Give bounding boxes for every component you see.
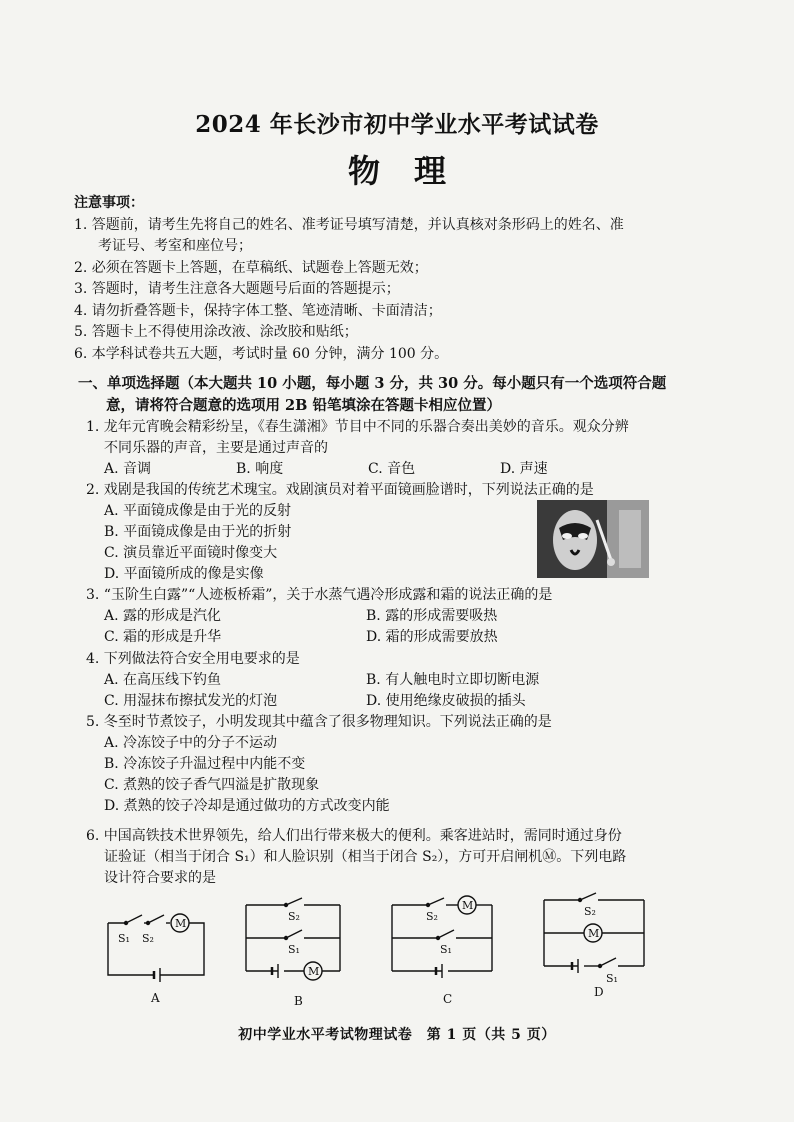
question-stem: 2. 戏剧是我国的传统艺术瑰宝。戏剧演员对着平面镜画脸谱时，下列说法正确的是 xyxy=(86,482,594,498)
question-stem: 不同乐器的声音，主要是通过声音的 xyxy=(104,440,328,456)
circuit-a xyxy=(108,914,204,1005)
notice-item: 3. 答题时，请考生注意各大题题号后面的答题提示； xyxy=(74,281,400,297)
question-stem: 5. 冬至时节煮饺子，小明发现其中蕴含了很多物理知识。下列说法正确的是 xyxy=(86,714,552,730)
motor-label: M xyxy=(462,899,474,912)
opera-face-photo xyxy=(537,500,649,578)
option-d: D. 煮熟的饺子冷却是通过做功的方式改变内能 xyxy=(104,798,390,814)
option-b: B. 有人触电时立即切断电源 xyxy=(366,672,540,688)
option-b: B. 响度 xyxy=(236,461,284,477)
circuit-label-d: D xyxy=(594,985,604,999)
question-6 xyxy=(86,826,686,889)
option-d: D. 平面镜所成的像是实像 xyxy=(104,566,264,582)
option-b: B. 露的形成需要吸热 xyxy=(366,608,498,624)
question-1 xyxy=(86,417,686,480)
motor-label: M xyxy=(308,965,320,978)
option-b: B. 平面镜成像是由于光的折射 xyxy=(104,524,292,540)
switch-label-s1: S₁ xyxy=(440,943,452,956)
circuit-options xyxy=(98,890,658,1020)
option-a: A. 音调 xyxy=(104,461,152,477)
option-d: D. 声速 xyxy=(500,461,548,477)
circuit-label-b: B xyxy=(294,994,303,1008)
switch-label-s1: S₁ xyxy=(118,932,130,945)
notice-item: 4. 请勿折叠答题卡，保持字体工整、笔迹清晰、卡面清洁； xyxy=(74,302,442,319)
option-a: A. 在高压线下钓鱼 xyxy=(104,672,222,688)
circuit-label-a: A xyxy=(151,991,160,1005)
option-row xyxy=(86,627,686,648)
circuit-b xyxy=(246,898,340,1008)
question-stem: 4. 下列做法符合安全用电要求的是 xyxy=(86,651,300,667)
option-c: C. 用湿抹布擦拭发光的灯泡 xyxy=(104,693,278,709)
opera-mask-image xyxy=(537,500,649,578)
section-heading-line: 意，请将符合题意的选项用 2B 铅笔填涂在答题卡相应位置） xyxy=(106,397,501,414)
option-c: C. 演员靠近平面镜时像变大 xyxy=(104,545,278,561)
question-stem: 证验证（相当于闭合 S₁）和人脸识别（相当于闭合 S₂），方可开启闸机Ⓜ。下列电路 xyxy=(104,849,627,865)
notice-item: 6. 本学科试卷共五大题，考试时量 60 分钟，满分 100 分。 xyxy=(74,345,449,362)
option-c: C. 煮熟的饺子香气四溢是扩散现象 xyxy=(104,777,320,793)
notice-block xyxy=(74,193,714,365)
notice-item-continued: 考证号、考室和座位号； xyxy=(98,238,252,254)
question-stem: 3. “玉阶生白露”“人迹板桥霜”，关于水蒸气遇冷形成露和霜的说法正确的是 xyxy=(86,587,553,603)
question-stem: 6. 中国高铁技术世界领先，给人们出行带来极大的便利。乘客进站时，需同时通过身份 xyxy=(86,828,622,844)
notice-item: 2. 必须在答题卡上答题，在草稿纸、试题卷上答题无效； xyxy=(74,259,428,276)
option-b: B. 冷冻饺子升温过程中内能不变 xyxy=(104,756,306,772)
option-row xyxy=(86,459,686,480)
question-5 xyxy=(86,712,686,817)
option-d: D. 使用绝缘皮破损的插头 xyxy=(366,693,526,709)
option-a: A. 露的形成是汽化 xyxy=(104,608,222,624)
switch-label-s2: S₂ xyxy=(142,932,154,945)
circuit-d xyxy=(544,893,644,999)
question-stem: 1. 龙年元宵晚会精彩纷呈，《春生潇湘》节目中不同的乐器合奏出美妙的音乐。观众分辨 xyxy=(86,419,629,435)
exam-title: 2024 年长沙市初中学业水平考试试卷 xyxy=(195,111,599,138)
switch-label-s2: S₂ xyxy=(426,910,438,923)
subject-title: 物理 xyxy=(347,152,480,190)
section-heading-line: 一、单项选择题（本大题共 10 小题，每小题 3 分，共 30 分。每小题只有一个选项符合题 xyxy=(78,375,667,392)
circuit-label-c: C xyxy=(443,992,453,1006)
section-heading xyxy=(78,373,718,417)
notice-heading: 注意事项： xyxy=(74,195,144,211)
notice-item: 5. 答题卡上不得使用涂改液、涂改胶和贴纸； xyxy=(74,324,358,340)
question-4 xyxy=(86,649,686,712)
motor-label: M xyxy=(175,917,187,930)
switch-label-s2: S₂ xyxy=(288,910,300,923)
switch-label-s1: S₁ xyxy=(288,943,300,956)
option-d: D. 霜的形成需要放热 xyxy=(366,629,498,645)
motor-label: M xyxy=(588,927,600,940)
option-c: C. 音色 xyxy=(368,461,416,477)
option-row xyxy=(86,691,686,712)
circuit-c xyxy=(392,896,492,1006)
switch-label-s2: S₂ xyxy=(584,905,596,918)
option-c: C. 霜的形成是升华 xyxy=(104,629,222,645)
option-row xyxy=(86,670,686,691)
question-stem: 设计符合要求的是 xyxy=(104,870,216,886)
switch-label-s1: S₁ xyxy=(606,972,618,985)
option-a: A. 冷冻饺子中的分子不运动 xyxy=(104,735,278,751)
option-row xyxy=(86,606,686,627)
notice-item: 1. 答题前，请考生先将自己的姓名、准考证号填写清楚，并认真核对条形码上的姓名、准 xyxy=(74,216,624,233)
option-a: A. 平面镜成像是由于光的反射 xyxy=(104,503,292,519)
question-3 xyxy=(86,585,686,648)
page-footer: 初中学业水平考试物理试卷 第 1 页（共 5 页） xyxy=(238,1027,556,1043)
